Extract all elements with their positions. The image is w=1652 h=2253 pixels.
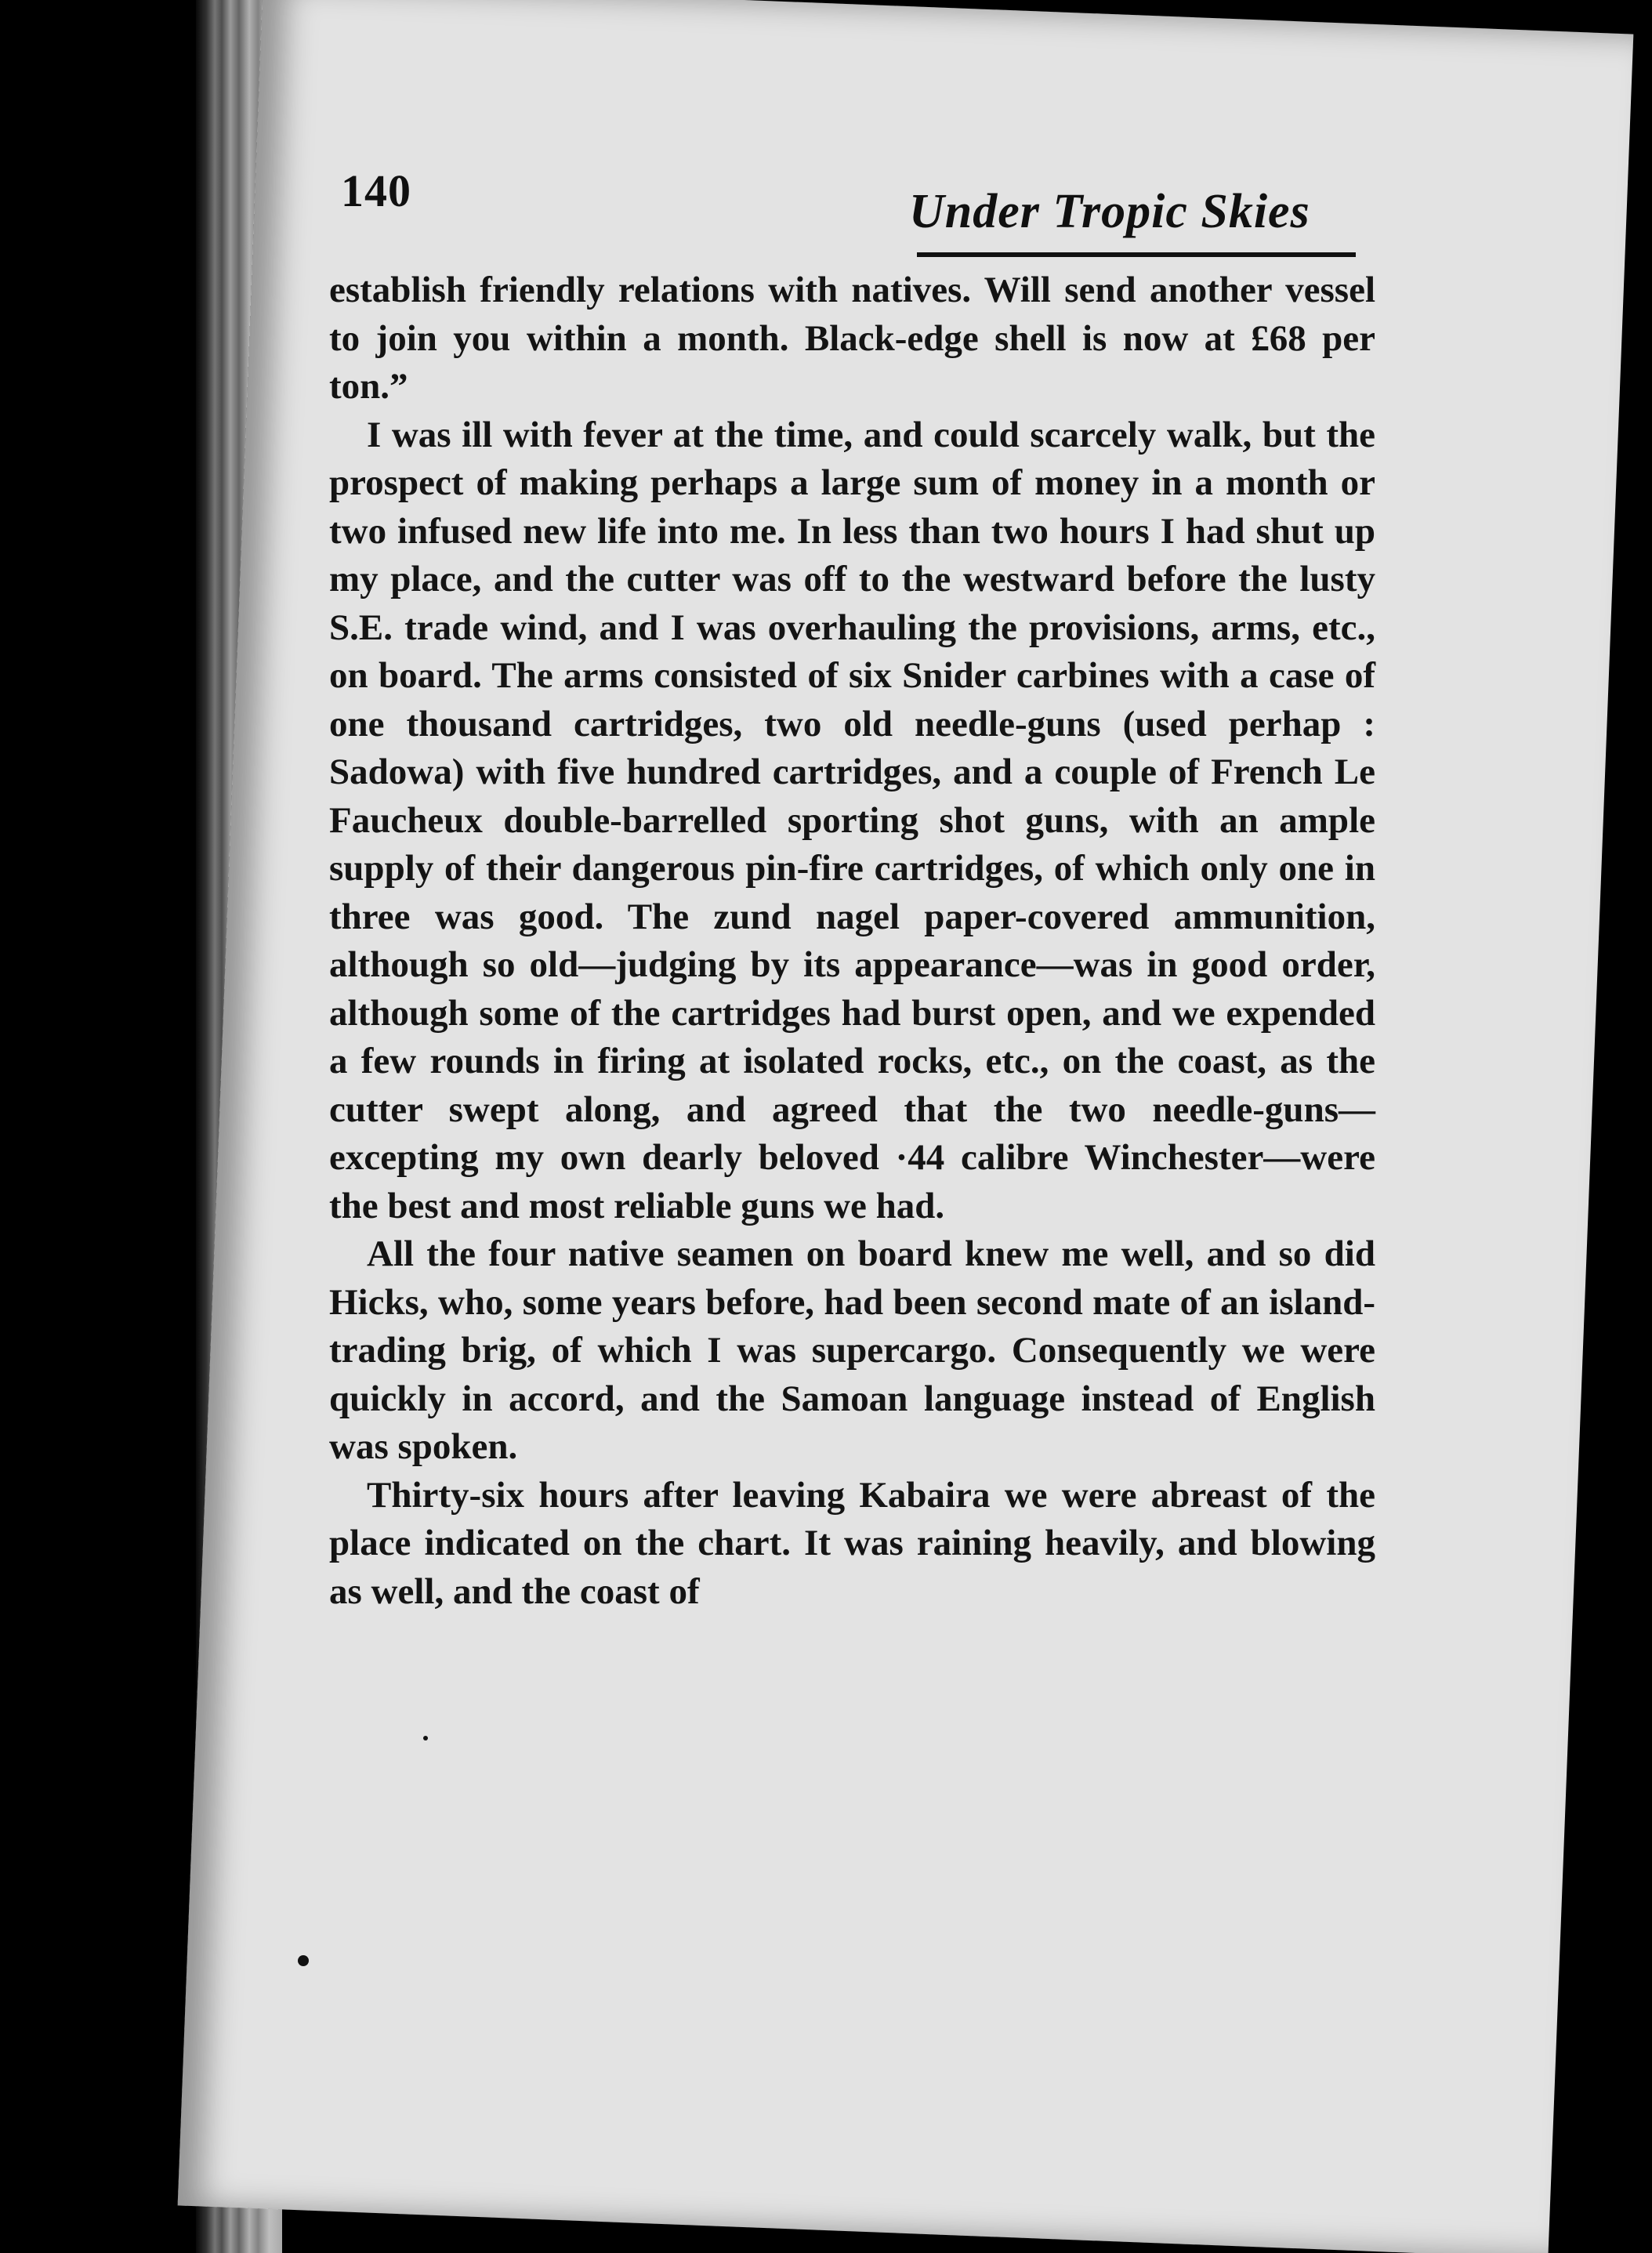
- header-rule: [917, 252, 1356, 257]
- paragraph: I was ill with fever at the time, and could scarcely walk, but the prospect of making perhaps a large sum of money in a month or two infused new life into me. In less than two hours I had shut up my place, and the cutter was off to the westward before the lusty S.E. trade wind, and I was overhauling the provisions, arms, etc., on board. The arms consisted of six Snider carbines with a case of one thousand cartridges, two old needle-guns (used perhap : Sadowa) with five hundred cartridges, and a couple of French Le Faucheux double-barrelled sporting shot guns, with an ample supply of their dangerous pin-fire cartridges, of which only one in three was good. The zund nagel paper-covered ammunition, although so old—judging by its appearance—was in good order, although some of the cartridges had burst open, and we expended a few rounds in firing at isolated rocks, etc., on the coast, as the cutter swept along, and agreed that the two needle-guns—excepting my own dearly beloved ·44 calibre Winchester—were the best and most reliable guns we had.: [329, 414, 1375, 1226]
- scan-speck: [298, 1955, 309, 1966]
- paragraph: Thirty-six hours after leaving Kabaira we were abreast of the place indicated on the chart. It was raining heavily, and blowing as well, and the coast of: [329, 1474, 1375, 1612]
- paragraph-continuation: establish friendly relations with natives. Will send another vessel to join you within a month. Black-edge shell is now at £68 per ton.”: [329, 270, 1375, 407]
- running-head: [263, 0, 1634, 34]
- running-title: Under Tropic Skies: [909, 185, 1310, 238]
- paragraph: All the four native seamen on board knew me well, and so did Hicks, who, some years before, had been second mate of an island-trading brig, of which I was supercargo. Consequently we were quickly in accord, and the Samoan language instead of English was spoken.: [329, 1233, 1375, 1467]
- body-text: [329, 266, 1375, 1616]
- page-number: 140: [341, 165, 411, 216]
- scan-speck: [423, 1736, 428, 1740]
